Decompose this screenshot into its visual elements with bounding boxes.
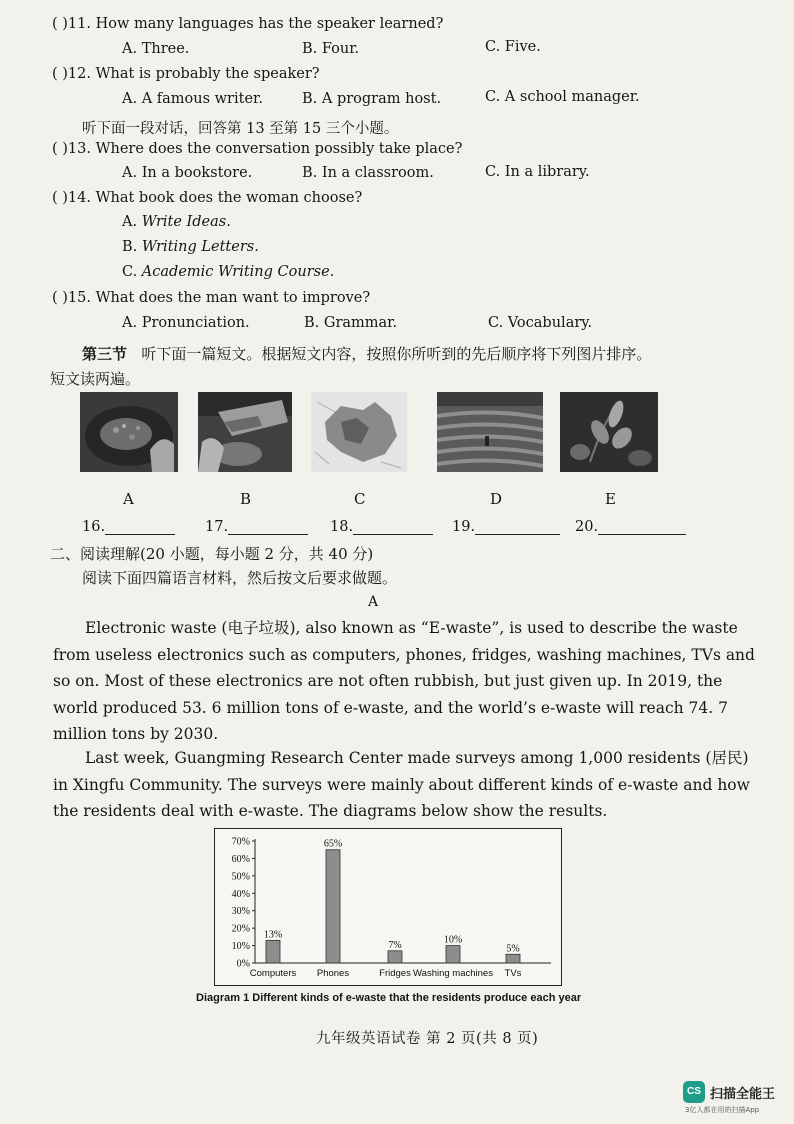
- picture-label-a: A: [123, 490, 134, 508]
- q14-option-a: A. Write Ideas.: [122, 214, 231, 230]
- category-label: Washing machines: [413, 968, 493, 979]
- passage-paragraph-2: [53, 745, 750, 825]
- p2-line-3: the residents deal with e-waste. The diagrams below show the results.: [53, 802, 608, 820]
- picture-e-tea-leaves: [560, 392, 658, 472]
- passage-letter: A: [368, 594, 379, 610]
- y-tick-label: 10%: [231, 941, 250, 953]
- data-label: 5%: [506, 943, 520, 955]
- p1-line-3: so on. Most of these electronics are not often rubbish, but just given up. In 2019, the: [53, 672, 723, 690]
- q13-option-b: B. In a classroom.: [302, 165, 434, 181]
- passage-paragraph-1: [53, 615, 755, 748]
- question-13: ( )13. Where does the conversation possibly take place?: [52, 141, 463, 157]
- q12-option-a: A. A famous writer.: [122, 91, 263, 107]
- scanner-tagline: 3亿人都在用的扫描App: [685, 1106, 760, 1114]
- p1-line-1: Electronic waste (电子垃圾), also known as “E-waste”, is used to describe the waste: [85, 619, 738, 637]
- bar-computers: [266, 940, 280, 963]
- category-label: TVs: [504, 968, 522, 979]
- q15-option-b: B. Grammar.: [304, 315, 398, 331]
- scanner-name: 扫描全能王: [710, 1087, 776, 1102]
- blank-18[interactable]: 18.: [330, 519, 433, 535]
- q14-option-b: B. Writing Letters.: [122, 239, 259, 255]
- q11-option-c: C. Five.: [485, 39, 541, 55]
- q12-option-b: B. A program host.: [302, 91, 442, 107]
- diagram-1-chart: [214, 828, 562, 986]
- category-label: Phones: [316, 968, 350, 979]
- question-14: ( )14. What book does the woman choose?: [52, 190, 363, 206]
- section3-instruction: 第三节 听下面一篇短文。根据短文内容，按照你所听到的先后顺序将下列图片排序。: [82, 345, 652, 363]
- picture-c-map: [311, 392, 407, 472]
- data-label: 13%: [263, 929, 283, 941]
- q15-option-a: A. Pronunciation.: [122, 315, 250, 331]
- data-label: 65%: [323, 838, 343, 850]
- category-label: Fridges: [379, 968, 411, 979]
- picture-label-d: D: [490, 490, 503, 508]
- q11-option-b: B. Four.: [302, 41, 360, 57]
- blank-20[interactable]: 20.: [575, 519, 686, 535]
- instruction-13-15: 听下面一段对话，回答第 13 至第 15 三个小题。: [82, 121, 399, 137]
- q15-option-c: C. Vocabulary.: [488, 315, 593, 331]
- p1-line-2: from useless electronics such as computers, phones, fridges, washing machines, TVs and: [53, 645, 755, 664]
- q13-option-c: C. In a library.: [485, 164, 590, 180]
- part2-instruction: 阅读下面四篇语言材料，然后按文后要求做题。: [82, 569, 398, 587]
- q14-option-c: C. Academic Writing Course.: [122, 264, 335, 280]
- data-label: 10%: [443, 934, 463, 946]
- bar-chart-svg: [215, 829, 561, 985]
- p1-line-5: million tons by 2030.: [53, 725, 219, 743]
- cs-logo-icon: CS: [683, 1081, 705, 1103]
- category-label: Computers: [249, 968, 297, 979]
- y-tick-label: 0%: [236, 958, 250, 970]
- bar-washing-machines: [446, 946, 460, 963]
- picture-label-c: C: [354, 490, 366, 508]
- page-footer: 九年级英语试卷 第 2 页(共 8 页): [316, 1031, 539, 1047]
- picture-d-tea-field: [437, 392, 543, 472]
- diagram-1-caption: Diagram 1 Different kinds of e-waste that the residents produce each year: [196, 992, 582, 1004]
- q12-option-c: C. A school manager.: [485, 89, 640, 105]
- question-15: ( )15. What does the man want to improve?: [52, 290, 371, 306]
- y-tick-label: 70%: [231, 836, 250, 848]
- p2-line-2: in Xingfu Community. The surveys were mainly about different kinds of e-waste and how: [53, 775, 750, 794]
- part2-heading: 二、阅读理解(20 小题，每小题 2 分，共 40 分): [50, 545, 374, 563]
- data-label: 7%: [388, 939, 402, 951]
- bar-fridges: [388, 951, 402, 963]
- blank-16[interactable]: 16.: [82, 519, 175, 535]
- picture-label-b: B: [240, 490, 252, 508]
- q11-option-a: A. Three.: [122, 41, 190, 57]
- blank-19[interactable]: 19.: [452, 519, 560, 535]
- y-tick-label: 20%: [231, 923, 250, 935]
- y-tick-label: 30%: [231, 906, 250, 918]
- question-12: ( )12. What is probably the speaker?: [52, 66, 320, 82]
- q13-option-a: A. In a bookstore.: [122, 165, 253, 181]
- picture-label-e: E: [605, 490, 616, 508]
- y-tick-label: 60%: [231, 853, 250, 865]
- p1-line-4: world produced 53. 6 million tons of e-waste, and the world’s e-waste will reach 74. 7: [53, 698, 728, 717]
- bar-phones: [326, 850, 340, 963]
- picture-b-tea-pouring: [198, 392, 292, 472]
- scanner-watermark: [683, 1081, 783, 1117]
- bar-tvs: [506, 954, 520, 963]
- blank-17[interactable]: 17.: [205, 519, 308, 535]
- question-11: ( )11. How many languages has the speaker learned?: [52, 16, 444, 32]
- y-tick-label: 40%: [231, 888, 250, 900]
- y-tick-label: 50%: [231, 871, 250, 883]
- section3-instruction-2: 短文读两遍。: [50, 370, 141, 388]
- p2-line-1: Last week, Guangming Research Center made surveys among 1,000 residents (居民): [85, 749, 749, 767]
- picture-a-tea-frying: [80, 392, 178, 472]
